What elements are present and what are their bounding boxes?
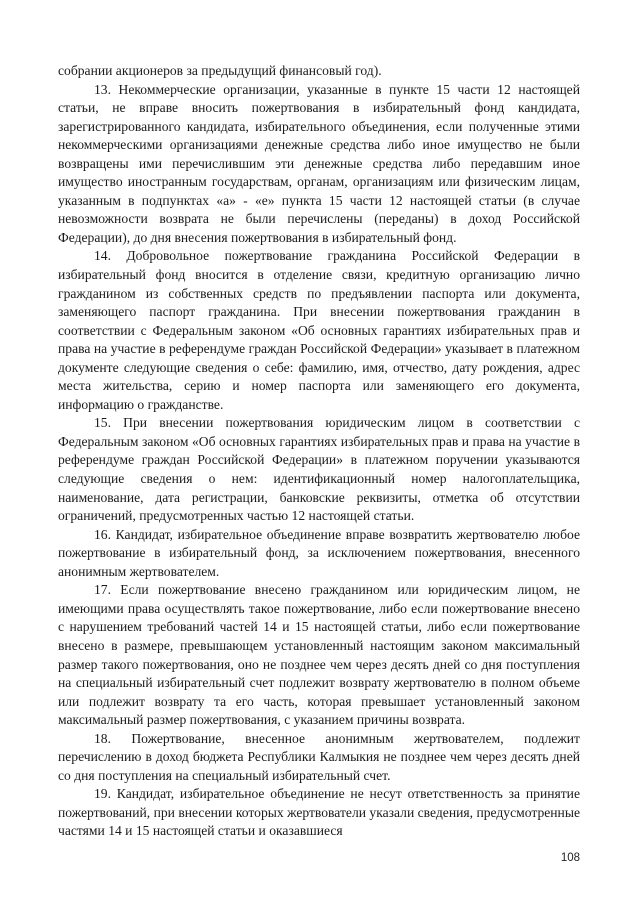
paragraph-16: 16. Кандидат, избирательное объединение вправе возвратить жертвователю любое пожертвование в избирательный фонд, за исключением пожертвования, внесенного анонимным жертвователем. (58, 526, 580, 579)
paragraph-19: 19. Кандидат, избирательное объединение не несут ответственность за принятие пожертвований, при внесении которых жертвователи указали сведения, предусмотренные частями 14 и 15 настоящей статьи и оказавшиеся (58, 786, 580, 839)
document-body (58, 62, 580, 841)
paragraph-18: 18. Пожертвование, внесенное анонимным жертвователем, подлежит перечислению в доход бюджета Республики Калмыкия не позднее чем через десять дней со дня поступления на специальный избирательный счет. (58, 730, 580, 783)
paragraph-17: 17. Если пожертвование внесено гражданином или юридическим лицом, не имеющими права осуществлять такое пожертвование, либо если пожертвование внесено с нарушением требований частей 14 и 15 настоящей статьи, либо если пожертвование внесено в размере, превышающем установленный настоящим законом максимальный размер такого пожертвования, оно не позднее чем через десять дней со дня поступления на специальный избирательный счет подлежит возврату жертвователю в полном объеме или подлежит возврату та его часть, которая превышает установленный законом максимальный размер пожертвования, с указанием причины возврата. (58, 582, 580, 728)
paragraph-14: 14. Добровольное пожертвование гражданина Российской Федерации в избирательный фонд вносится в отделение связи, кредитную организацию лично гражданином из собственных средств по предъявлении паспорта или документа, заменяющего паспорт гражданина. При внесении пожертвования гражданин в соответствии с Федеральным законом «Об основных гарантиях избирательных прав и права на участие в референдуме граждан Российской Федерации» указывает в платежном документе следующие сведения о себе: фамилию, имя, отчество, дату рождения, адрес места жительства, серию и номер паспорта или заменяющего его документа, информацию о гражданстве. (58, 248, 580, 412)
paragraph-13: 13. Некоммерческие организации, указанные в пункте 15 части 12 настоящей статьи, не вправе вносить пожертвования в избирательный фонд кандидата, зарегистрированного кандидата, избирательного объединения, если полученные этими некоммерческими организациями денежные средства либо иное имущество не были возвращены ими перечислившим эти денежные средства либо передавшим иное имущество иностранным государствам, органам, организациям или физическим лицам, указанным в подпунктах «а» - «е» пункта 15 части 12 настоящей статьи (в случае невозможности возврата не были перечислены (переданы) в доход Российской Федерации), до дня внесения пожертвования в избирательный фонд. (58, 81, 580, 245)
paragraph-continuation: собрании акционеров за предыдущий финансовый год). (58, 63, 382, 78)
page-number: 108 (560, 852, 580, 864)
paragraph-15: 15. При внесении пожертвования юридическим лицом в соответствии с Федеральным законом «Об основных гарантиях избирательных прав и права на участие в референдуме граждан Российской Федерации» в платежном поручении указываются следующие сведения о нем: идентификационный номер налогоплательщика, наименование, дата регистрации, банковские реквизиты, отметка об отсутствии ограничений, предусмотренных частью 12 настоящей статьи. (58, 415, 580, 524)
